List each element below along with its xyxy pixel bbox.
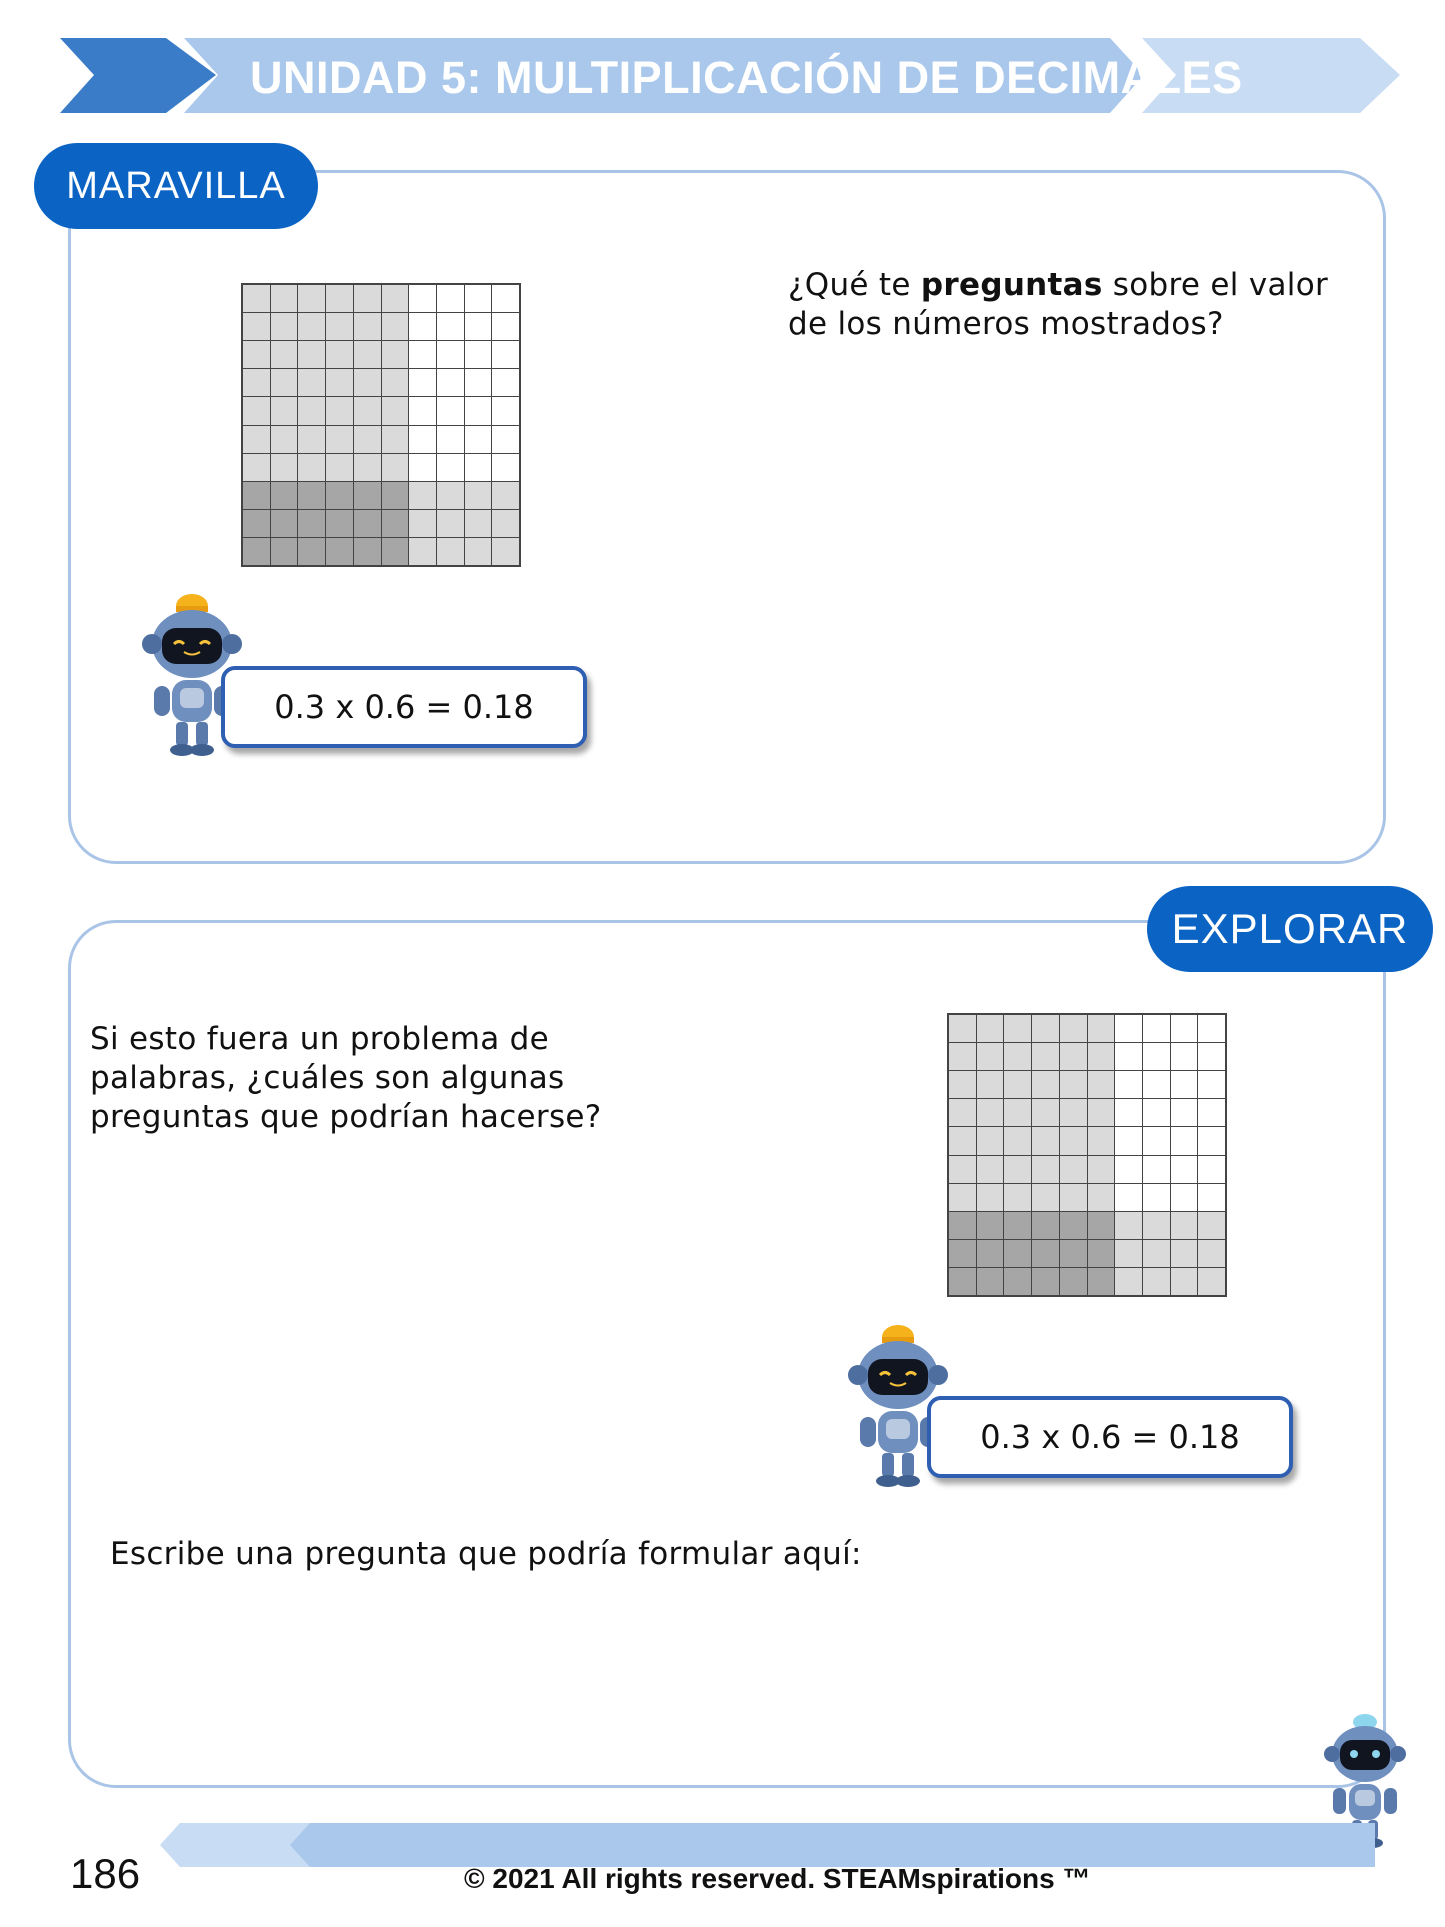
copyright-notice: © 2021 All rights reserved. STEAMspirations ™: [464, 1863, 1091, 1894]
grid-cell: [1115, 1156, 1142, 1183]
grid-cell: [1171, 1071, 1198, 1098]
grid-cell: [326, 313, 353, 340]
wonder-section-tag: MARAVILLA: [34, 143, 318, 229]
grid-cell: [1115, 1212, 1142, 1239]
grid-cell: [1060, 1156, 1087, 1183]
grid-cell: [243, 397, 270, 424]
grid-cell: [298, 510, 325, 537]
grid-cell: [949, 1240, 976, 1267]
grid-cell: [382, 369, 409, 396]
grid-cell: [354, 482, 381, 509]
grid-cell: [326, 285, 353, 312]
grid-cell: [492, 397, 519, 424]
grid-cell: [354, 538, 381, 565]
grid-cell: [1004, 1099, 1031, 1126]
grid-cell: [298, 313, 325, 340]
grid-cell: [1115, 1240, 1142, 1267]
grid-cell: [382, 313, 409, 340]
grid-cell: [1088, 1015, 1115, 1042]
grid-cell: [1198, 1268, 1225, 1295]
grid-cell: [437, 454, 464, 481]
grid-cell: [243, 341, 270, 368]
grid-cell: [1060, 1184, 1087, 1211]
grid-cell: [492, 538, 519, 565]
grid-cell: [1032, 1127, 1059, 1154]
grid-cell: [243, 482, 270, 509]
grid-cell: [1032, 1184, 1059, 1211]
grid-cell: [977, 1184, 1004, 1211]
grid-cell: [243, 454, 270, 481]
explore-question: Si esto fuera un problema de palabras, ¿cuáles son algunas preguntas que podrían hacerse?: [90, 1021, 602, 1135]
grid-cell: [465, 426, 492, 453]
decimal-grid: [947, 1013, 1227, 1297]
grid-cell: [1143, 1212, 1170, 1239]
grid-cell: [1088, 1071, 1115, 1098]
grid-cell: [409, 538, 436, 565]
grid-cell: [1115, 1099, 1142, 1126]
grid-cell: [409, 426, 436, 453]
grid-cell: [1115, 1268, 1142, 1295]
grid-cell: [1143, 1127, 1170, 1154]
grid-cell: [949, 1015, 976, 1042]
grid-cell: [949, 1127, 976, 1154]
grid-cell: [1171, 1015, 1198, 1042]
grid-cell: [1004, 1240, 1031, 1267]
grid-cell: [492, 285, 519, 312]
grid-cell: [1088, 1127, 1115, 1154]
grid-cell: [1171, 1212, 1198, 1239]
grid-cell: [492, 426, 519, 453]
grid-cell: [1032, 1099, 1059, 1126]
grid-cell: [1198, 1099, 1225, 1126]
grid-cell: [1004, 1043, 1031, 1070]
grid-cell: [1171, 1099, 1198, 1126]
grid-cell: [326, 482, 353, 509]
grid-cell: [1198, 1212, 1225, 1239]
grid-cell: [382, 538, 409, 565]
grid-cell: [409, 313, 436, 340]
grid-cell: [437, 510, 464, 537]
grid-cell: [271, 313, 298, 340]
grid-cell: [492, 510, 519, 537]
grid-cell: [1198, 1240, 1225, 1267]
grid-cell: [949, 1212, 976, 1239]
explore-section-tag: EXPLORAR: [1147, 886, 1433, 972]
grid-cell: [465, 538, 492, 565]
grid-cell: [243, 285, 270, 312]
grid-cell: [354, 397, 381, 424]
grid-cell: [1088, 1156, 1115, 1183]
grid-cell: [1143, 1071, 1170, 1098]
unit-title: UNIDAD 5: MULTIPLICACIÓN DE DECIMALES: [250, 52, 1243, 103]
grid-cell: [298, 341, 325, 368]
grid-cell: [1032, 1240, 1059, 1267]
grid-cell: [326, 510, 353, 537]
grid-cell: [354, 454, 381, 481]
wonder-question: ¿Qué te preguntas sobre el valor de los números mostrados?: [788, 267, 1329, 342]
grid-cell: [1198, 1015, 1225, 1042]
grid-cell: [1115, 1015, 1142, 1042]
grid-cell: [382, 426, 409, 453]
grid-cell: [977, 1212, 1004, 1239]
grid-cell: [1171, 1184, 1198, 1211]
grid-cell: [977, 1127, 1004, 1154]
grid-cell: [271, 538, 298, 565]
grid-cell: [977, 1240, 1004, 1267]
grid-cell: [1198, 1156, 1225, 1183]
grid-cell: [437, 538, 464, 565]
grid-cell: [1088, 1268, 1115, 1295]
grid-cell: [1171, 1240, 1198, 1267]
grid-cell: [1004, 1015, 1031, 1042]
grid-cell: [1143, 1043, 1170, 1070]
grid-cell: [354, 341, 381, 368]
grid-cell: [465, 454, 492, 481]
grid-cell: [1088, 1099, 1115, 1126]
decimal-grid: [241, 283, 521, 567]
grid-cell: [437, 426, 464, 453]
grid-cell: [1088, 1212, 1115, 1239]
grid-cell: [1060, 1015, 1087, 1042]
grid-cell: [326, 538, 353, 565]
grid-cell: [409, 510, 436, 537]
grid-cell: [977, 1043, 1004, 1070]
grid-cell: [354, 369, 381, 396]
grid-cell: [977, 1268, 1004, 1295]
grid-cell: [437, 397, 464, 424]
grid-cell: [977, 1015, 1004, 1042]
grid-cell: [437, 341, 464, 368]
grid-cell: [437, 313, 464, 340]
grid-cell: [949, 1268, 976, 1295]
grid-cell: [1171, 1043, 1198, 1070]
grid-cell: [298, 285, 325, 312]
grid-cell: [298, 454, 325, 481]
grid-cell: [465, 510, 492, 537]
grid-cell: [1115, 1071, 1142, 1098]
grid-cell: [1143, 1268, 1170, 1295]
grid-cell: [243, 369, 270, 396]
equation-box: 0.3 x 0.6 = 0.18: [927, 1396, 1293, 1478]
grid-cell: [271, 454, 298, 481]
grid-cell: [1143, 1156, 1170, 1183]
grid-cell: [1198, 1127, 1225, 1154]
grid-cell: [1143, 1099, 1170, 1126]
grid-cell: [492, 482, 519, 509]
grid-cell: [298, 397, 325, 424]
grid-cell: [1143, 1240, 1170, 1267]
grid-cell: [949, 1156, 976, 1183]
grid-cell: [1198, 1071, 1225, 1098]
grid-cell: [298, 482, 325, 509]
grid-cell: [949, 1184, 976, 1211]
grid-cell: [326, 369, 353, 396]
grid-cell: [382, 510, 409, 537]
grid-cell: [1004, 1184, 1031, 1211]
equation-box: 0.3 x 0.6 = 0.18: [221, 666, 587, 748]
grid-cell: [326, 397, 353, 424]
grid-cell: [1115, 1184, 1142, 1211]
grid-cell: [1198, 1184, 1225, 1211]
grid-cell: [1171, 1156, 1198, 1183]
grid-cell: [465, 341, 492, 368]
grid-cell: [465, 313, 492, 340]
grid-cell: [326, 341, 353, 368]
grid-cell: [1171, 1127, 1198, 1154]
grid-cell: [1198, 1043, 1225, 1070]
grid-cell: [465, 482, 492, 509]
grid-cell: [409, 369, 436, 396]
grid-cell: [492, 341, 519, 368]
grid-cell: [1032, 1212, 1059, 1239]
grid-cell: [1171, 1268, 1198, 1295]
grid-cell: [492, 313, 519, 340]
grid-cell: [1032, 1156, 1059, 1183]
grid-cell: [243, 510, 270, 537]
grid-cell: [1088, 1043, 1115, 1070]
grid-cell: [465, 397, 492, 424]
grid-cell: [271, 397, 298, 424]
grid-cell: [354, 313, 381, 340]
grid-cell: [1060, 1127, 1087, 1154]
grid-cell: [382, 285, 409, 312]
grid-cell: [298, 426, 325, 453]
grid-cell: [1032, 1043, 1059, 1070]
grid-cell: [949, 1099, 976, 1126]
grid-cell: [271, 341, 298, 368]
grid-cell: [354, 426, 381, 453]
grid-cell: [977, 1156, 1004, 1183]
grid-cell: [326, 454, 353, 481]
grid-cell: [492, 369, 519, 396]
grid-cell: [1032, 1071, 1059, 1098]
grid-cell: [1004, 1156, 1031, 1183]
grid-cell: [354, 285, 381, 312]
grid-cell: [409, 397, 436, 424]
grid-cell: [1143, 1184, 1170, 1211]
grid-cell: [1143, 1015, 1170, 1042]
grid-cell: [243, 426, 270, 453]
grid-cell: [409, 482, 436, 509]
grid-cell: [465, 285, 492, 312]
grid-cell: [1060, 1043, 1087, 1070]
grid-cell: [409, 285, 436, 312]
grid-cell: [271, 426, 298, 453]
grid-cell: [1004, 1127, 1031, 1154]
grid-cell: [382, 454, 409, 481]
grid-cell: [382, 397, 409, 424]
grid-cell: [1060, 1099, 1087, 1126]
grid-cell: [977, 1071, 1004, 1098]
grid-cell: [382, 482, 409, 509]
grid-cell: [298, 369, 325, 396]
grid-cell: [977, 1099, 1004, 1126]
grid-cell: [1004, 1212, 1031, 1239]
grid-cell: [1115, 1043, 1142, 1070]
grid-cell: [492, 454, 519, 481]
grid-cell: [271, 482, 298, 509]
grid-cell: [271, 285, 298, 312]
grid-cell: [1060, 1240, 1087, 1267]
grid-cell: [1115, 1127, 1142, 1154]
grid-cell: [1004, 1071, 1031, 1098]
grid-cell: [437, 369, 464, 396]
grid-cell: [382, 341, 409, 368]
grid-cell: [437, 482, 464, 509]
grid-cell: [1004, 1268, 1031, 1295]
page-number: 186: [70, 1850, 141, 1897]
grid-cell: [1088, 1184, 1115, 1211]
grid-cell: [243, 538, 270, 565]
footer-bar: [160, 1823, 1375, 1867]
grid-cell: [354, 510, 381, 537]
grid-cell: [409, 341, 436, 368]
grid-cell: [243, 313, 270, 340]
grid-cell: [271, 369, 298, 396]
grid-cell: [1032, 1015, 1059, 1042]
grid-cell: [1060, 1212, 1087, 1239]
grid-cell: [326, 426, 353, 453]
grid-cell: [437, 285, 464, 312]
grid-cell: [949, 1071, 976, 1098]
write-question-prompt: Escribe una pregunta que podría formular aquí:: [110, 1536, 862, 1572]
grid-cell: [1060, 1268, 1087, 1295]
grid-cell: [1032, 1268, 1059, 1295]
grid-cell: [1088, 1240, 1115, 1267]
grid-cell: [298, 538, 325, 565]
grid-cell: [1060, 1071, 1087, 1098]
grid-cell: [271, 510, 298, 537]
grid-cell: [465, 369, 492, 396]
grid-cell: [409, 454, 436, 481]
grid-cell: [949, 1043, 976, 1070]
